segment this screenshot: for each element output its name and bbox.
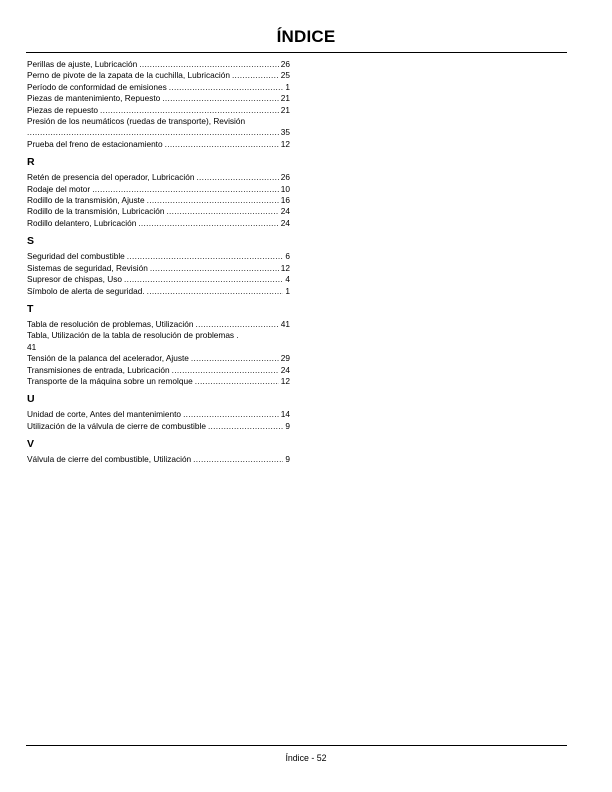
- section-letter-r: R: [27, 156, 35, 169]
- index-entry: Tabla de resolución de problemas, Utilización ..... 41: [27, 319, 290, 330]
- index-entry: Perillas de ajuste, Lubricación ..... 26: [27, 59, 290, 70]
- footer-divider: [26, 745, 567, 746]
- index-entry: Rodillo de la transmisión, Lubricación ..... 24: [27, 206, 290, 217]
- index-entry: Perno de pivote de la zapata de la cuchilla, Lubricación ..... 25: [27, 70, 290, 81]
- index-entry: Sistemas de seguridad, Revisión ..... 12: [27, 263, 290, 274]
- index-entry: Período de conformidad de emisiones ..... 1: [27, 82, 290, 93]
- section-letter-s: S: [27, 235, 35, 248]
- section-letter-v: V: [27, 438, 35, 451]
- index-entry: Rodaje del motor ..... 10: [27, 184, 290, 195]
- index-entry: Prueba del freno de estacionamiento ..... 12: [27, 139, 290, 150]
- index-entry: Transmisiones de entrada, Lubricación ..... 24: [27, 365, 290, 376]
- index-entry: Utilización de la válvula de cierre de combustible ..... 9: [27, 421, 290, 432]
- index-entry: Tabla, Utilización de la tabla de resolución de problemas . 41: [27, 330, 239, 352]
- index-entry: Tensión de la palanca del acelerador, Ajuste ..... 29: [27, 353, 290, 364]
- index-entry: Supresor de chispas, Uso ..... 4: [27, 274, 290, 285]
- index-entry: Válvula de cierre del combustible, Utilización ..... 9: [27, 454, 290, 465]
- index-entry: Retén de presencia del operador, Lubricación ..... 26: [27, 172, 290, 183]
- index-entry: Presión de los neumáticos (ruedas de transporte), Revisión ..... 35: [27, 116, 290, 139]
- index-entry: Piezas de mantenimiento, Repuesto ..... 21: [27, 93, 290, 104]
- section-letter-u: U: [27, 393, 35, 406]
- index-entry: Transporte de la máquina sobre un remolque ..... 12: [27, 376, 290, 387]
- index-entry: Unidad de corte, Antes del mantenimiento ..... 14: [27, 409, 290, 420]
- index-entry: Seguridad del combustible ..... 6: [27, 251, 290, 262]
- index-entry: Símbolo de alerta de seguridad. ..... 1: [27, 286, 290, 297]
- title-divider: [26, 52, 567, 53]
- index-column: [27, 59, 290, 466]
- page-title: ÍNDICE: [276, 27, 336, 46]
- index-entry: Piezas de repuesto ..... 21: [27, 105, 290, 116]
- index-entry: Rodillo delantero, Lubricación ..... 24: [27, 218, 290, 229]
- section-letter-t: T: [27, 302, 34, 315]
- footer-page-number: Índice - 52: [285, 753, 327, 763]
- index-entry: Rodillo de la transmisión, Ajuste ..... 16: [27, 195, 290, 206]
